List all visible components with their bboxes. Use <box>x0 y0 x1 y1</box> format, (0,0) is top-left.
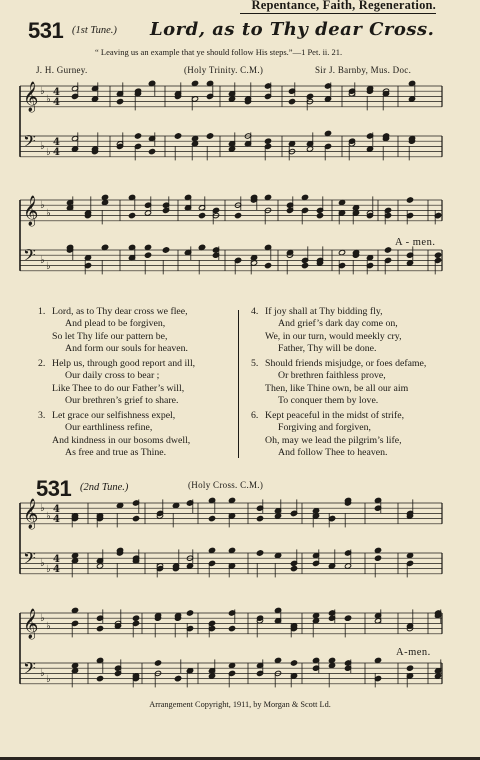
note-head <box>144 244 151 250</box>
note-head <box>316 213 323 219</box>
time-signature: 4 <box>53 87 60 98</box>
verse-number: 3. <box>38 410 46 421</box>
note-head <box>352 205 359 211</box>
note-head <box>116 99 123 105</box>
note-head <box>208 516 215 522</box>
time-signature: 4 <box>53 97 60 108</box>
note-head <box>162 247 169 253</box>
note-head <box>312 508 319 514</box>
note-head <box>71 668 78 674</box>
verse-line: Or brethren faithless prove, <box>278 370 386 382</box>
note-head <box>290 660 297 666</box>
time-signature: 4 <box>53 504 60 515</box>
flat-icon: ♭ <box>46 208 51 219</box>
note-head <box>301 194 308 200</box>
note-head <box>434 252 441 258</box>
flat-icon: ♭ <box>40 613 45 624</box>
note-head <box>144 210 151 216</box>
note-head <box>198 244 205 250</box>
note-head <box>228 96 235 102</box>
note-head <box>344 615 351 621</box>
flat-icon: ♭ <box>40 668 45 679</box>
note-head <box>324 96 331 102</box>
note-head <box>264 138 271 144</box>
verse-line: And plead to be forgiven, <box>65 318 166 330</box>
verse-3 <box>40 410 190 459</box>
verse-line: Our earthliness refine, <box>65 422 153 434</box>
note-head <box>288 141 295 147</box>
author-credit: J. H. Gurney. <box>36 65 88 75</box>
note-head <box>328 657 335 663</box>
tune1-system2 <box>20 192 445 292</box>
verse-line: And form our souls for heaven. <box>65 342 188 354</box>
note-head <box>274 553 281 559</box>
verse-line: Forgiving and forgiven, <box>278 422 371 434</box>
verse-line: We, in our turn, would meekly cry, <box>265 330 402 342</box>
note-head <box>96 626 103 632</box>
verse-line: Kept peaceful in the midst of strife, <box>265 410 405 421</box>
note-head <box>191 80 198 86</box>
verse-line: To conquer them by love. <box>278 394 379 406</box>
note-head <box>312 613 319 619</box>
note-head <box>338 250 345 256</box>
note-head <box>186 563 193 569</box>
note-head <box>71 663 78 669</box>
tune1-label: (1st Tune.) <box>72 25 117 36</box>
composer-credit: Sir J. Barnby, Mus. Doc. <box>315 65 412 75</box>
verse-number: 6. <box>251 410 259 421</box>
note-head <box>132 615 139 621</box>
note-head <box>134 133 141 139</box>
note-head <box>234 213 241 219</box>
note-head <box>132 516 139 522</box>
note-head <box>71 558 78 564</box>
treble-clef-icon: 𝄞 <box>23 82 39 112</box>
hymn-number: 531 <box>28 18 64 43</box>
flat-icon: ♭ <box>46 621 51 632</box>
note-head <box>374 657 381 663</box>
flat-icon: ♭ <box>46 147 51 158</box>
note-head <box>84 255 91 261</box>
note-head <box>312 618 319 624</box>
verse-4 <box>253 306 402 355</box>
flat-icon: ♭ <box>46 261 51 272</box>
verse-2 <box>40 358 195 407</box>
note-head <box>338 200 345 206</box>
verse-line: Our brethren’s grief to share. <box>65 394 179 406</box>
tune2-name: (Holy Cross. C.M.) <box>188 480 264 490</box>
flat-icon: ♭ <box>40 141 45 152</box>
tune1-name: (Holy Trinity. C.M.) <box>184 65 264 75</box>
copyright-notice: Arrangement Copyright, 1911, by Morgan & Scott Ld. <box>149 700 331 709</box>
note-head <box>228 497 235 503</box>
verse-6 <box>253 410 404 459</box>
tune2-system1 <box>20 495 445 595</box>
time-signature: 4 <box>53 514 60 525</box>
flat-icon: ♭ <box>46 94 51 105</box>
note-head <box>228 626 235 632</box>
verse-line: If joy shall at Thy bidding fly, <box>265 306 383 317</box>
note-head <box>344 563 351 569</box>
verse-line: Should friends misjudge, or foes defame, <box>265 358 427 369</box>
treble-clef-icon: 𝄞 <box>23 499 39 529</box>
verse-1 <box>40 306 188 355</box>
flat-icon: ♭ <box>40 86 45 97</box>
verse-line: Then, like Thine own, be all our aim <box>265 382 409 394</box>
section-rule <box>240 13 436 14</box>
amen-label-tune2: A-men. <box>396 647 431 658</box>
note-head <box>96 676 103 682</box>
verse-line: Lord, as to Thy dear cross we flee, <box>52 306 188 317</box>
verse-divider <box>238 310 239 458</box>
verse-line: And kindness in our bosoms dwell, <box>52 434 191 446</box>
note-head <box>384 247 391 253</box>
music-score-system1 <box>20 78 445 178</box>
note-head <box>228 146 235 152</box>
note-head <box>172 503 179 509</box>
note-head <box>71 553 78 559</box>
verse-line: Let grace our selfishness expel, <box>52 410 176 421</box>
time-signature: 4 <box>53 554 60 565</box>
note-head <box>174 676 181 682</box>
tune1-system1 <box>20 78 445 178</box>
bass-clef-icon: 𝄢 <box>23 131 36 155</box>
note-head <box>306 146 313 152</box>
verse-line: Oh, may we lead the pilgrim’s life, <box>265 434 402 446</box>
note-head <box>96 563 103 569</box>
note-head <box>264 194 271 200</box>
note-head <box>101 244 108 250</box>
note-head <box>274 657 281 663</box>
note-head <box>256 550 263 556</box>
flat-icon: ♭ <box>46 564 51 575</box>
note-head <box>256 516 263 522</box>
flat-icon: ♭ <box>40 558 45 569</box>
epigraph: “ Leaving us an example that ye should follow His steps.”—1 Pet. ii. 21. <box>95 47 343 57</box>
tune2-system2 <box>20 605 445 705</box>
note-head <box>186 610 193 616</box>
treble-clef-icon: 𝄞 <box>23 196 39 226</box>
verse-line: Help us, through good report and ill, <box>52 358 196 369</box>
hymn-title: Lord, as to Thy dear Cross. <box>150 19 435 40</box>
note-head <box>191 136 198 142</box>
note-head <box>406 553 413 559</box>
treble-clef-icon: 𝄞 <box>23 609 39 639</box>
flat-icon: ♭ <box>46 511 51 522</box>
note-head <box>434 673 441 679</box>
verse-line: And follow Thee to heaven. <box>278 446 388 458</box>
note-head <box>71 607 78 613</box>
verse-line: Our daily cross to bear ; <box>65 370 160 382</box>
note-head <box>208 673 215 679</box>
verse-number: 1. <box>38 306 46 317</box>
verse-number: 2. <box>38 358 46 369</box>
flat-icon: ♭ <box>40 503 45 514</box>
time-signature: 4 <box>53 564 60 575</box>
note-head <box>301 263 308 269</box>
section-title: Repentance, Faith, Regeneration. <box>251 0 436 12</box>
tune2-label: (2nd Tune.) <box>80 482 129 493</box>
note-head <box>198 213 205 219</box>
note-head <box>406 260 413 266</box>
time-signature: 4 <box>53 137 60 148</box>
note-head <box>228 547 235 553</box>
note-head <box>406 197 413 203</box>
flat-icon: ♭ <box>40 255 45 266</box>
verse-line: So let Thy life our pattern be, <box>52 330 168 342</box>
note-head <box>186 668 193 674</box>
note-head <box>206 133 213 139</box>
music-score-system2 <box>20 192 445 292</box>
note-head <box>264 263 271 269</box>
bass-clef-icon: 𝄢 <box>23 548 36 572</box>
note-head <box>290 566 297 572</box>
note-head <box>144 252 151 258</box>
verse-line: As free and true as Thine. <box>65 446 167 458</box>
note-head <box>250 255 257 261</box>
verse-line: Father, Thy will be done. <box>278 342 377 354</box>
note-head <box>228 663 235 669</box>
verse-number: 5. <box>251 358 259 369</box>
note-head <box>154 660 161 666</box>
note-head <box>374 555 381 561</box>
note-head <box>324 130 331 136</box>
note-head <box>328 663 335 669</box>
note-head <box>366 255 373 261</box>
amen-label-tune1: A - men. <box>395 237 436 248</box>
note-head <box>71 146 78 152</box>
flat-icon: ♭ <box>46 674 51 685</box>
note-head <box>148 149 155 155</box>
verse-line: Like Thee to do our Father’s will, <box>52 382 185 394</box>
note-head <box>374 547 381 553</box>
flat-icon: ♭ <box>40 200 45 211</box>
time-signature: 4 <box>53 147 60 158</box>
note-head <box>128 213 135 219</box>
bass-clef-icon: 𝄢 <box>23 658 36 682</box>
verse-5 <box>253 358 426 407</box>
music-score-system3 <box>20 495 445 595</box>
bass-clef-icon: 𝄢 <box>23 245 36 269</box>
music-score-system4 <box>20 605 445 705</box>
note-head <box>288 99 295 105</box>
note-head <box>91 96 98 102</box>
note-head <box>406 665 413 671</box>
tune2-hymn-number: 531 <box>36 476 72 501</box>
note-head <box>191 141 198 147</box>
verse-line: And grief’s dark day come on, <box>278 318 398 330</box>
note-head <box>101 200 108 206</box>
note-head <box>101 194 108 200</box>
note-head <box>366 146 373 152</box>
note-head <box>408 96 415 102</box>
note-head <box>274 513 281 519</box>
note-head <box>174 133 181 139</box>
note-head <box>208 547 215 553</box>
verse-number: 4. <box>251 306 259 317</box>
